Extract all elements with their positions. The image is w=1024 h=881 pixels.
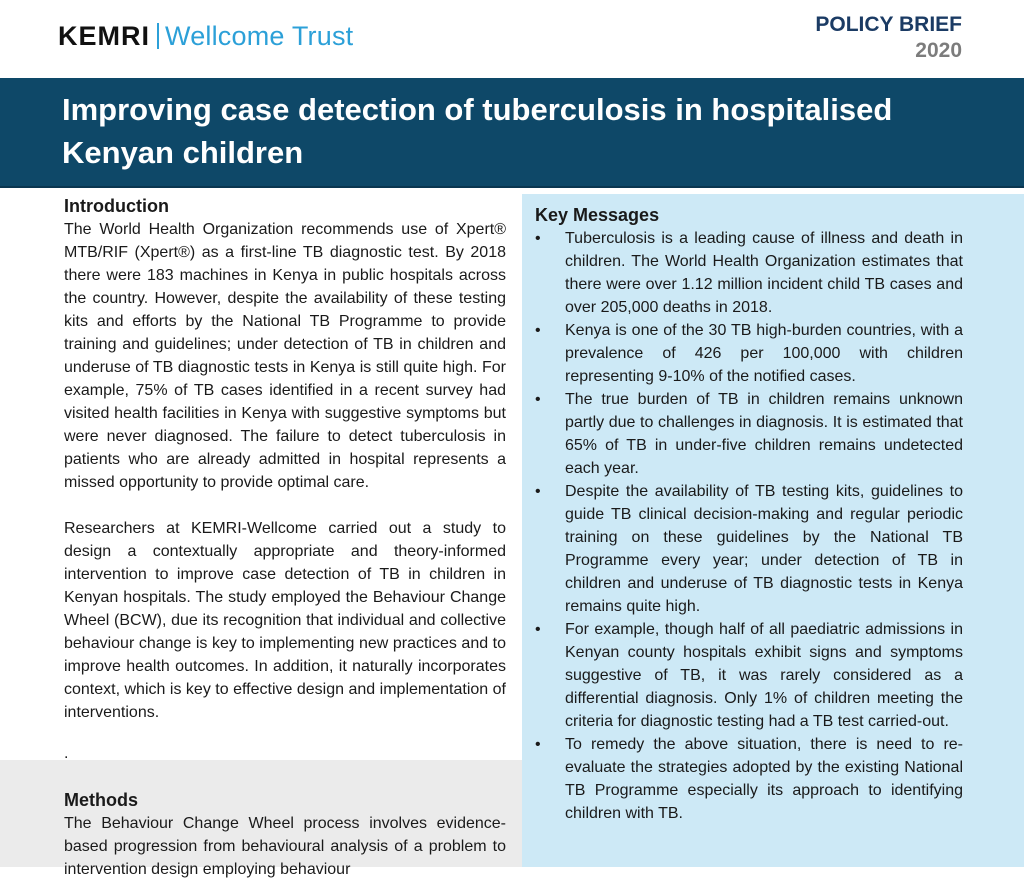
introduction-section [64, 194, 506, 724]
key-message-text: Tuberculosis is a leading cause of illness and death in children. The World Health Organization estimates that there were over 1.12 million incident child TB cases and over 205,000 deaths in 2018. [565, 230, 963, 316]
key-messages-heading: Key Messages [535, 205, 660, 225]
key-message-item [535, 618, 963, 733]
key-messages-list [535, 227, 963, 825]
policy-brief-label: POLICY BRIEF [815, 13, 962, 36]
key-message-item [535, 733, 963, 825]
logo-divider [157, 23, 159, 49]
key-message-item [535, 480, 963, 618]
trailing-dot: . [64, 745, 69, 762]
key-message-text: For example, though half of all paediatric admissions in Kenyan county hospitals exhibit signs and symptoms suggestive of TB, it was rarely considered as a differential diagnosis. Only 1% of children meeting the criteria for diagnostic testing had a TB test carried-out. [565, 621, 963, 730]
page-header [0, 0, 1024, 78]
bullet-icon: • [535, 483, 541, 500]
key-message-item [535, 319, 963, 388]
policy-brief-year: 2020 [915, 39, 962, 62]
kemri-wellcome-logo [58, 20, 353, 52]
key-message-text: The true burden of TB in children remains unknown partly due to challenges in diagnosis. It is estimated that 65% of TB in under-five children remains undetected each year. [565, 391, 963, 477]
policy-brief-tag [815, 12, 962, 64]
logo-wellcome-text: Wellcome Trust [165, 21, 354, 51]
key-message-text: To remedy the above situation, there is need to re-evaluate the strategies adopted by the existing National TB Programme especially its approach to identifying children with TB. [565, 736, 963, 822]
title-banner [0, 78, 1024, 188]
methods-section [64, 788, 506, 881]
methods-paragraph: The Behaviour Change Wheel process involves evidence-based progression from behavioural analysis of a problem to intervention design employing behaviour [64, 815, 506, 878]
logo-kemri-text: KEMRI [58, 21, 150, 51]
introduction-paragraph-1: The World Health Organization recommends use of Xpert® MTB/RIF (Xpert®) as a first-line TB diagnostic test. By 2018 there were 183 machines in Kenya in public hospitals across the country. However, despite the availability of these testing kits and efforts by the National TB Programme to provide training and guidelines; under detection of TB in children and underuse of TB diagnostic tests in Kenya is still quite high. For example, 75% of TB cases identified in a recent survey had visited health facilities in Kenya with suggestive symptoms but were never diagnosed. The failure to detect tuberculosis in patients who are already admitted in hospital represents a missed opportunity to provide optimal care. [64, 221, 506, 491]
key-message-text: Despite the availability of TB testing kits, guidelines to guide TB clinical decision-making and regular periodic training on these guidelines by the National TB Programme every year; under detection of TB in children and underuse of TB diagnostic tests in Kenya remains quite high. [565, 483, 963, 615]
key-message-text: Kenya is one of the 30 TB high-burden countries, with a prevalence of 426 per 100,000 with children representing 9-10% of the notified cases. [565, 322, 963, 385]
document-title: Improving case detection of tuberculosis in hospitalised Kenyan children [62, 92, 893, 170]
methods-heading: Methods [64, 790, 138, 810]
bullet-icon: • [535, 736, 541, 753]
introduction-paragraph-2: Researchers at KEMRI-Wellcome carried out a study to design a contextually appropriate and theory-informed intervention to improve case detection of TB in children in Kenyan hospitals. The study employed the Behaviour Change Wheel (BCW), due its recognition that individual and collective behaviour change is key to implementing new practices and to improve health outcomes. In addition, it naturally incorporates context, which is key to effective design and implementation of interventions. [64, 520, 506, 721]
key-message-item [535, 227, 963, 319]
bullet-icon: • [535, 391, 541, 408]
bullet-icon: • [535, 322, 541, 339]
bullet-icon: • [535, 230, 541, 247]
bullet-icon: • [535, 621, 541, 638]
introduction-heading: Introduction [64, 196, 169, 216]
key-message-item [535, 388, 963, 480]
paragraph-spacer [64, 494, 506, 517]
